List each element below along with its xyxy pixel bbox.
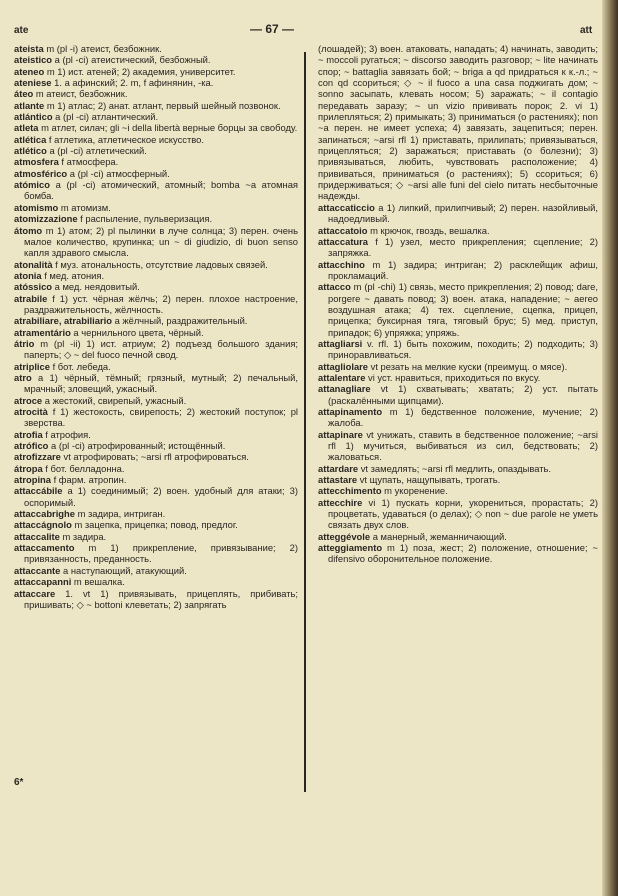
entry-definition: m укоренение. [384,485,448,497]
entry-headword: atroce [14,394,43,406]
dictionary-entry [14,270,298,281]
dictionary-entry [14,338,298,361]
entry-headword: átomo [14,224,43,236]
dictionary-entry [14,88,298,99]
entry-headword: atlética [14,133,47,145]
dictionary-entry [318,281,598,338]
dictionary-entry [14,519,298,530]
dictionary-entry [14,395,298,406]
entry-definition: f 1) уст. чёрная жёлчь; 2) перен. плохое настроение, раздражительность, жёлчность. [24,292,298,315]
dictionary-entry [14,451,298,462]
entry-headword: attardare [318,462,359,474]
entry-headword: attaccatoio [318,224,368,236]
entry-headword: atrocità [14,406,48,417]
dictionary-entry [318,406,598,429]
entry-definition: vi 1) пускать корни, укорениться, прорастать; 2) процветать, удаваться (о делах); ◇ non ~ due parole не уметь связать двух слов. [328,496,598,531]
entry-definition: f фарм. атропин. [53,474,127,486]
entry-definition: vt замедлять; ~arsi rfl медлить, опаздывать. [360,462,551,474]
entry-definition: f муз. атональность, отсутствие ладовых связей. [55,258,268,270]
entry-headword: attecchire [318,496,363,508]
dictionary-entry [14,429,298,440]
entry-definition: m зацепка, прицепка; повод, предлог. [74,519,238,531]
dictionary-entry [14,542,298,565]
entry-headword: attacco [318,281,351,293]
dictionary-entry [14,474,298,485]
dictionary-entry [14,122,298,133]
entry-headword: atómico [14,179,50,191]
entry-headword: atteggiamento [318,542,383,554]
entry-headword: attaccapanni [14,576,72,588]
entry-definition: f бот. лебеда. [52,360,111,372]
dictionary-entry [318,236,598,259]
entry-definition: a жестокий, свирепый, ужасный. [44,394,187,406]
entry-headword: attanagliare [318,383,371,395]
entry-headword: atrofizzare [14,451,61,463]
entry-definition: f атлетика, атлетическое искусство. [48,133,204,145]
dictionary-entry [14,576,298,587]
entry-definition: a чернильного цвета, чёрный. [73,326,204,338]
dictionary-entry [14,372,298,395]
dictionary-entry [318,225,598,236]
entry-definition: a манерный, жеманничающий. [372,530,507,542]
dictionary-entry [318,497,598,531]
entry-definition: m вешалка. [73,576,125,588]
entry-headword: atóssico [14,281,53,293]
dictionary-entry [14,531,298,542]
dictionary-entry [14,293,298,316]
entry-definition: a мед. неядовитый. [54,281,140,293]
dictionary-entry [14,202,298,213]
entry-definition: v. rfl. 1) быть похожим, походить; 2) подходить; 3) приноравливаться. [328,337,598,361]
entry-headword: attecchimento [318,485,382,497]
entry-definition: m 1) прикрепление, привязывание; 2) привязанность, преданность. [24,542,299,565]
dictionary-entry [318,338,598,361]
entry-headword: attagliolare [318,360,369,372]
dictionary-entry [318,531,598,542]
entry-headword: attacchino [318,258,365,270]
entry-headword: ateneo [14,65,45,77]
entry-headword: attaccabrighe [14,508,75,520]
dictionary-entry [14,43,298,54]
dictionary-entry [14,145,298,156]
entry-headword: attapinare [318,428,363,440]
entry-definition: a 1) липкий, прилипчивый; 2) перен. назойливый, надоедливый. [328,201,599,225]
entry-headword: ateniese [14,77,52,89]
dictionary-entry [318,43,598,202]
entry-definition: f атмосфера. [61,156,119,168]
dictionary-entry [14,100,298,111]
entry-definition: vi уст. нравиться, приходиться по вкусу. [368,371,541,383]
entry-headword: attapinamento [318,406,383,417]
entry-definition: (лошадей); 3) воен. атаковать, нападать; 4) начинать, заводить; ~ moccoli ругаться; ~ discorso заводить разговор; ~ lite начинать спор; ~ battaglia завязать бой; ~ briga a qd придраться к к.-л.; ~ con qd ссориться; ◇ ~ il fuoco a una casa поджигать дом; ~ sonno засыпать, клевать носом; 5) заражать; ~ il contagio передавать заразу; ~ un vizio прививать порок; 2. vi 1) прилепляться; 2) примыкать; 3) приниматься (о растениях); non ~a перен. не имеет успеха; 4) завязать, зацепиться; перен. запинаться; ~arsi rfl 1) приставать, прилипать; привязываться, прицепляться; 2) заражаться; приставать (о болезни); 3) привязываться, любить, чувствовать расположение; 4) прививаться, приниматься (о растениях); 5) ссориться; 6) придерживаться; ◇ ~arsi alle funi del cielo питать несбыточные надежды. [318,43,598,202]
entry-definition: m 1) ист. атеней; 2) академия, университет. [46,65,236,77]
entry-definition: a (pl -ci) атомический, атомный; bomba ~a атомная бомба. [24,179,298,202]
entry-definition: m задира, интриган. [77,508,166,520]
dictionary-entry [14,54,298,65]
entry-headword: attalentare [318,371,366,383]
dictionary-entry [14,565,298,576]
entry-headword: atro [14,371,32,383]
entry-definition: f 1) узел, место прикрепления; сцепление; 2) запряжка. [328,235,598,259]
dictionary-entry [14,134,298,145]
entry-headword: atlántico [14,111,53,123]
dictionary-entry [14,179,298,202]
dictionary-entry [14,213,298,224]
dictionary-entry [318,463,598,474]
entry-definition: m атлет, силач; gli ~i della libertà верные борцы за свободу. [41,122,298,134]
entry-headword: attaccábile [14,485,63,497]
dictionary-entry [14,327,298,338]
entry-definition: a 1) чёрный, тёмный; грязный, мутный; 2) печальный, мрачный; зловещий, ужасный. [24,371,298,395]
dictionary-entry [14,315,298,326]
entry-definition: a наступающий, атакующий. [63,564,187,576]
entry-headword: attaccante [14,564,61,576]
dictionary-entry [14,66,298,77]
entry-definition: f атрофия. [45,428,91,440]
entry-headword: atrabile [14,292,48,304]
entry-headword: attaccamento [14,542,75,554]
entry-definition: m 1) атом; 2) pl пылинки в луче солнца; 3) перен. очень малое количество, крупинка; un ~ di giudizio, di buon senso капля здравого смысла. [24,224,298,259]
entry-definition: vt щупать, нащупывать, трогать. [359,474,501,486]
page-number: — 67 — [250,22,295,36]
dictionary-entry [318,202,598,225]
entry-headword: atropina [14,474,51,486]
entry-headword: atriplice [14,360,50,372]
entry-headword: atomizzazione [14,213,78,225]
entry-headword: ateista [14,43,44,54]
dictionary-entry [14,508,298,519]
dictionary-entry [318,259,598,282]
dictionary-entry [318,361,598,372]
entry-headword: atlético [14,145,47,157]
entry-headword: atmosfera [14,156,59,168]
entry-definition: vt 1) схватывать; хватать; 2) уст. пытать (раскалёнными щипцами). [328,383,598,406]
dictionary-entry [14,588,298,611]
entry-definition: f распыление, пульверизация. [80,213,213,225]
entry-definition: m 1) атлас; 2) анат. атлант, первый шейный позвонок. [46,99,281,111]
entry-headword: ateistico [14,54,53,66]
entry-headword: atlante [14,99,45,111]
dictionary-entry [14,156,298,167]
dictionary-entry [318,383,598,406]
entry-headword: áteo [14,88,34,100]
entry-definition: m 1) поза, жест; 2) положение, отношение; ~ difensivo оборонительное положение. [328,542,598,565]
entry-definition: a (pl -ci) атмосферный. [69,167,170,179]
entry-definition: m атеист, безбожник. [35,88,128,100]
entry-definition: m 1) задира; интриган; 2) расклейщик афиш, прокламаций. [328,258,598,281]
running-head-left: ate [14,25,29,36]
entry-headword: attagliarsi [318,337,363,349]
entry-definition: f 1) жестокость, свирепость; 2) жестокий поступок; pl зверства. [24,406,299,429]
entry-definition: a (pl -ci) атрофированный; истощённый. [51,440,226,452]
entry-definition: a (pl -ci) атлетический. [49,145,147,157]
dictionary-entry [318,429,598,463]
dictionary-entry [318,372,598,383]
entry-definition: m (pl -chi) 1) связь, место прикрепления; 2) повод; dare, porgere ~ давать повод; 3) воен. атака, нападение; ~ aereo воздушная атака; 4) тех. сцепление, сцепка, прицеп, прицепка; буксирная тяга, тяговый брус; 5) мед. приступ, припадок; 6) упряжка; упряжь. [328,281,599,338]
entry-headword: atrabiliare, atrabiliario [14,315,112,327]
signature-mark: 6* [14,777,24,788]
entry-headword: atramentário [14,326,71,338]
entry-headword: átropa [14,462,43,474]
entry-headword: atonia [14,269,42,281]
entry-headword: atteggévole [318,530,371,542]
dictionary-entry [14,281,298,292]
entry-headword: atrofia [14,428,43,440]
page-edge-shadow [602,0,618,896]
dictionary-entry [318,474,598,485]
dictionary-entry [318,542,598,565]
dictionary-entry [14,168,298,179]
entry-headword: atrófico [14,440,49,452]
dictionary-entry [318,485,598,496]
entry-headword: attaccatura [318,235,369,247]
dictionary-entry [14,259,298,270]
dictionary-entry [14,225,298,259]
entry-definition: m (pl -ii) 1) ист. атриум; 2) подъезд большого здания; паперть; ◇ ~ del fuoco печной свод. [24,337,298,361]
entry-headword: attaccalite [14,530,60,542]
entry-headword: atleta [14,122,39,134]
entry-headword: atomismo [14,201,59,213]
entry-definition: a (pl -ci) атеистический, безбожный. [54,54,211,66]
left-column [14,43,298,610]
entry-definition: 1. vt 1) привязывать, прицеплять, прибивать; пришивать; ◇ ~ bottoni клеветать; 2) запрягать [24,587,298,610]
dictionary-entry [14,440,298,451]
entry-headword: attaccágnolo [14,519,72,531]
running-head-right: att [580,25,593,36]
dictionary-entry [14,463,298,474]
entry-headword: atmosférico [14,167,68,179]
entry-definition: m (pl -i) атеист, безбожник. [46,43,162,54]
dictionary-entry [14,111,298,122]
entry-definition: m крючок, гвоздь, вешалка. [370,224,490,236]
entry-definition: f мед. атония. [44,269,105,281]
entry-definition: m атомизм. [60,201,111,213]
entry-headword: átrio [14,337,35,349]
column-divider [304,52,306,792]
entry-definition: 1. a афинский; 2. m, f афинянин, -ка. [54,77,214,89]
entry-definition: a 1) соединимый; 2) воен. удобный для атаки; 3) оспоримый. [24,485,298,508]
entry-definition: f бот. белладонна. [45,462,125,474]
entry-definition: vt резать на мелкие куски (преимущ. о мясе). [370,360,568,372]
entry-definition: a жёлчный, раздражительный. [114,315,248,327]
entry-definition: vt атрофировать; ~arsi rfl атрофироваться. [63,451,249,463]
dictionary-entry [14,406,298,429]
entry-headword: attaccaticcio [318,201,375,213]
dictionary-entry [14,77,298,88]
entry-definition: m 1) бедственное положение, мучение; 2) жалоба. [328,406,599,429]
right-column [318,43,598,565]
dictionary-entry [14,361,298,372]
entry-headword: atonalità [14,258,53,270]
entry-headword: attaccare [14,587,56,599]
entry-definition: vt унижать, ставить в бедственное положение; ~arsi rfl 1) мучиться, выбиваться из сил, бедствовать; 2) жаловаться. [328,428,598,463]
entry-definition: m задира. [62,530,107,542]
dictionary-entry [14,485,298,508]
entry-headword: attastare [318,474,358,486]
entry-definition: a (pl -ci) атлантический. [55,111,159,123]
